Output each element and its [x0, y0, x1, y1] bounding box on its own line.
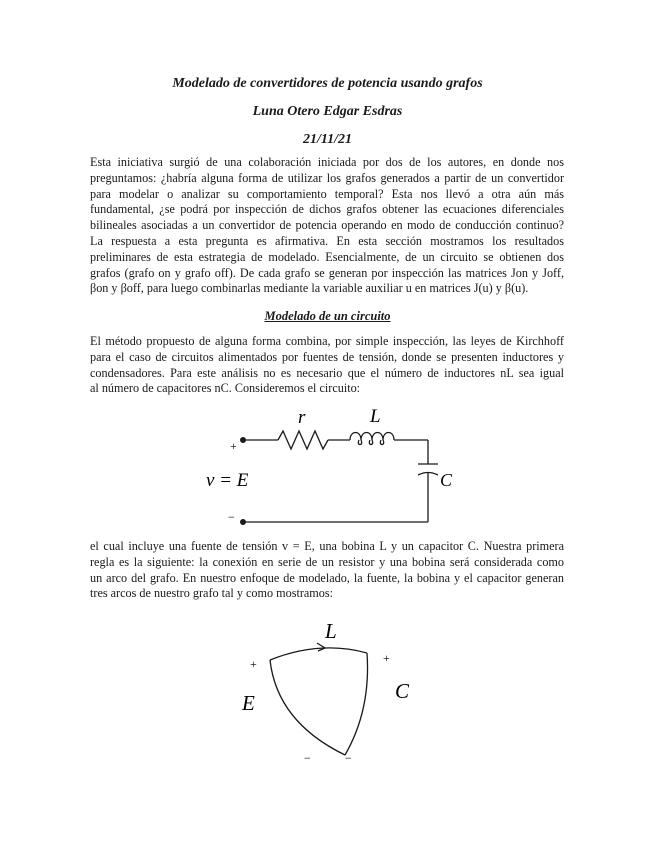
text-line: Esta iniciativa surgió de una colaboración iniciada por dos de los autores, en donde nos: [90, 155, 564, 169]
method-paragraph: [90, 334, 564, 397]
graph-arc-L: [270, 648, 367, 660]
text-line: fundamental, ¿se podrá por inspección de dichos grafos obtener las ecuaciones diferenciales: [90, 202, 564, 217]
plus-sign-left: +: [250, 657, 257, 671]
text-line: un arco del grafo. En nuestro enfoque de modelado, la fuente, la bobina y el capacitor generan: [90, 570, 564, 585]
text-line: regla es la siguiente: la conexión en serie de un resistor y una bobina será considerada como: [90, 554, 564, 569]
text-line: condensadores. Para este análisis no es necesario que el número de inductores nL sea igual: [90, 365, 564, 380]
plus-sign-right: +: [383, 651, 390, 665]
text-line: grafos (grafo on y grafo off). De cada grafo se generan por inspección las matrices Jon y Joff,: [90, 265, 564, 280]
plus-sign: +: [230, 439, 237, 453]
section-heading: Modelado de un circuito: [264, 309, 391, 323]
text-line: preguntamos: ¿habría alguna forma de utilizar los grafos generados a partir de un convertidor: [90, 170, 564, 185]
rlc-circuit-diagram: [190, 400, 470, 535]
text-line: preliminares de esta estrategia de modelado. Esencialmente, de un circuito se obtienen dos: [90, 249, 564, 264]
text-line: para el caso de circuitos alimentados por fuentes de tensión, donde se presenten inductores y: [90, 349, 564, 364]
description-paragraph: [90, 539, 564, 602]
intro-paragraph: [90, 155, 564, 297]
text-line: tres arcos de nuestro grafo tal y como mostramos:: [90, 586, 334, 601]
paper-title: Modelado de convertidores de potencia usando grafos: [172, 76, 483, 91]
graph-arc-E: [270, 660, 345, 755]
graph-label-C: C: [395, 679, 410, 703]
resistor-symbol: [278, 431, 328, 449]
author-name: Luna Otero Edgar Esdras: [252, 104, 403, 119]
minus-sign: −: [228, 510, 235, 524]
terminal-node-bottom: [240, 519, 246, 525]
date: 21/11/21: [302, 132, 352, 147]
resistor-label: r: [298, 407, 306, 428]
graph-arc-C: [345, 653, 368, 755]
graph-label-L: L: [325, 619, 337, 643]
graph-label-E: E: [242, 691, 255, 715]
text-line: La respuesta a esta pregunta es afirmativa. En esta sección mostramos los resultados: [90, 233, 564, 248]
source-label: v = E: [206, 470, 249, 491]
inductor-loops: [358, 440, 383, 445]
terminal-node-top: [240, 437, 246, 443]
text-line: El método propuesto de alguna forma combina, por simple inspección, las leyes de Kirchhoff: [90, 334, 564, 348]
arrow-icon: [317, 643, 325, 651]
text-line: para modelar o analizar su comportamiento temporal? Esta nos llevó a otra aún más: [90, 186, 564, 201]
inductor-symbol: [350, 433, 394, 441]
circuit-graph-diagram: [225, 610, 425, 775]
inductor-label: L: [370, 406, 381, 427]
minus-sign-right: −: [345, 751, 352, 765]
text-line: bilineales asociadas a un convertidor de potencia operando en modo de conducción continuo?: [90, 218, 564, 233]
minus-sign-left: −: [304, 751, 311, 765]
text-line: el cual incluye una fuente de tensión v = E, una bobina L y un capacitor C. Nuestra primera: [90, 539, 564, 553]
text-line: βon y βoff, para luego combinarlas mediante la variable auxiliar u en matrices J(u) y β(u).: [90, 281, 529, 296]
capacitor-label: C: [440, 470, 453, 490]
text-line: al número de capacitores nC. Consideremos el circuito:: [90, 381, 361, 396]
